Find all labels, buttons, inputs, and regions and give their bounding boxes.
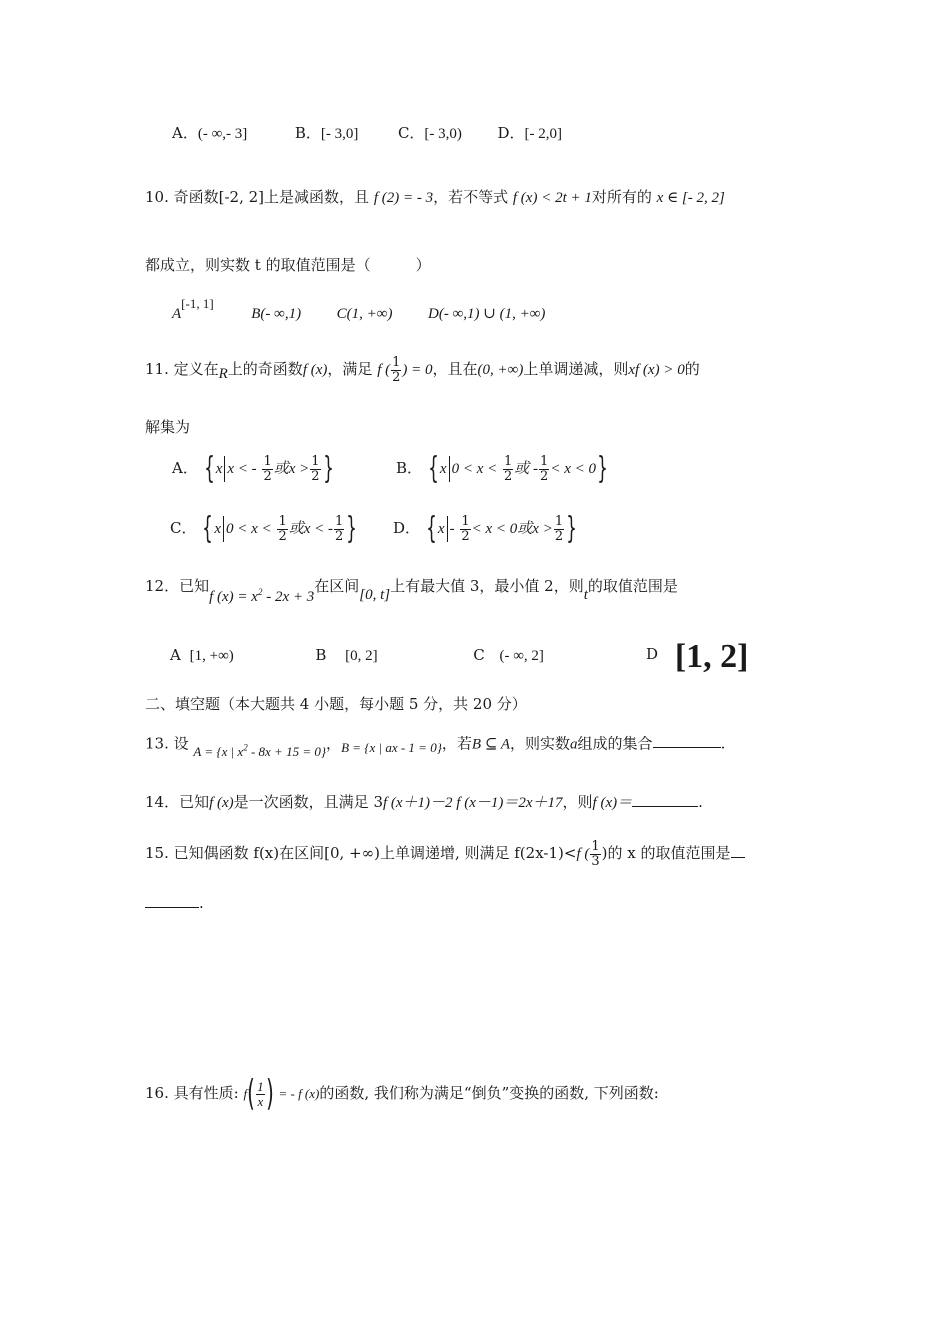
q11-option-b-or: 或 -: [514, 461, 539, 477]
q16-f: f: [243, 1086, 248, 1101]
q11-option-b-frac2: [539, 455, 549, 483]
q10-stem-line2: 都成立，则实数 t 的取值范围是（ ）: [145, 256, 431, 274]
section-2-title: 二、填空题（本大题共 4 小题，每小题 5 分，共 20 分）: [145, 695, 527, 713]
q15-text-1: 15. 已知偶函数 f(x)在区间[0, +∞)上单调递增, 则满足 f(2x-1)<: [145, 844, 577, 863]
q12-option-c-label: C: [473, 646, 485, 664]
q11-option-d-label: D．: [393, 519, 421, 537]
q9-option-a-value: (- ∞,- 3]: [197, 126, 248, 142]
q16-lparen: (: [247, 1073, 255, 1114]
q11-option-b: [396, 451, 609, 486]
q11-text-5: 上单调递减，则: [523, 360, 629, 379]
q13-text-1: 13. 设: [145, 734, 189, 753]
q13-set-a-post: - 8x + 15 = 0}: [247, 744, 327, 760]
q13-subset: B ⊆ A: [471, 736, 511, 753]
q12-function-post: - 2x + 3: [262, 589, 315, 605]
q14-text-3: ，则: [562, 793, 593, 811]
q11-option-a-frac2: [310, 455, 320, 483]
q12-option-d: [646, 640, 748, 674]
q11-option-d-mid: -: [449, 521, 455, 537]
q11-option-a-frac2-num: 1: [311, 453, 320, 469]
q15-stem-line2: [145, 896, 204, 911]
q12-option-a-value: [1, +∞): [189, 648, 234, 664]
q14-stem: [145, 795, 703, 811]
q15-end: .: [199, 894, 204, 912]
q13-text-3: ，则实数: [510, 734, 571, 753]
q11-option-d-frac1-den: 2: [461, 528, 470, 544]
q11-option-d-frac1-num: 1: [461, 513, 470, 529]
q15-fraction-num: 1: [591, 839, 600, 854]
q10-inequality: f (x) < 2t + 1: [512, 190, 592, 206]
q14-text-2: 是一次函数，且满足 3: [233, 793, 383, 811]
q11-option-d-frac2: [554, 515, 564, 543]
q11-option-a: [172, 451, 335, 486]
q11-text-1: 11. 定义在: [145, 360, 219, 379]
q10-text-3: 对所有的: [591, 188, 652, 206]
q13-stem: [145, 734, 726, 760]
q11-option-c-lbrace: {: [202, 511, 214, 546]
q11-option-a-label: A．: [172, 459, 198, 477]
q9-option-a-label: A．: [172, 124, 198, 142]
q11-option-c-frac2-num: 1: [335, 513, 344, 529]
q16-rparen: ): [265, 1073, 274, 1114]
q12-option-d-value: [1, 2]: [674, 638, 749, 675]
q11-text-6: 的: [684, 360, 700, 379]
q13-set-b: B = {x | ax - 1 = 0}: [341, 740, 442, 756]
q12-function-exp: 2: [257, 587, 263, 597]
q14-fx-answer: f (x)＝: [592, 795, 633, 811]
q12-interval: [0, t]: [359, 587, 391, 603]
q11-option-b-frac1-den: 2: [504, 468, 513, 484]
q11-option-b-frac1-num: 1: [504, 453, 513, 469]
q11-option-c-rbrace: }: [346, 511, 358, 546]
q12-text-2: 在区间: [314, 577, 360, 595]
q10-stem: [145, 190, 725, 206]
q9-option-c-label: C．: [397, 124, 425, 142]
q11-interval: (0, +∞): [477, 362, 524, 379]
q11-option-c-frac1-den: 2: [278, 528, 287, 544]
q11-option-d-frac2-den: 2: [554, 528, 564, 544]
q12-text-3: 上有最大值 3，最小值 2，则: [390, 577, 584, 595]
q11-option-a-rbrace: }: [322, 451, 334, 486]
q13-set-a-pre: A = {x | x: [193, 744, 244, 760]
q15-f-pre: f (: [576, 846, 590, 863]
q12-stem: [145, 577, 678, 605]
q11-text-4: ，且在: [432, 360, 478, 379]
q11-option-b-lbrace: {: [428, 451, 439, 486]
q11-inequality: xf (x) > 0: [628, 362, 685, 379]
q11-option-c: [170, 511, 358, 546]
q11-option-c-label: C．: [170, 519, 197, 537]
q11-option-b-rbrace: }: [597, 451, 608, 486]
q11-option-d-lbrace: {: [426, 511, 437, 546]
q11-option-b-mid: 0 < x <: [451, 461, 498, 477]
q13-set-a-exp: 2: [243, 743, 248, 753]
q11-fraction-den: 2: [392, 369, 401, 385]
q11-text-2: 上的奇函数: [227, 360, 303, 379]
q12-option-d-label: D: [646, 645, 659, 663]
q15-answer-blank-2: [145, 907, 199, 908]
q12-options: [170, 648, 544, 664]
q11-option-c-frac2: [334, 515, 344, 543]
q15-text-2: )的 x 的取值范围是: [601, 844, 731, 863]
q11-fraction-num: 1: [392, 355, 401, 370]
q11-option-b-var: x: [439, 461, 447, 477]
q11-option-c-frac1-num: 1: [278, 513, 287, 529]
q11-option-d-or: < x < 0或x >: [471, 521, 553, 537]
q12-function: [209, 589, 314, 605]
q9-option-c-value: [- 3,0): [424, 126, 462, 142]
q11-option-b-bar: [449, 456, 450, 482]
q11-option-d-frac1: [460, 515, 470, 543]
q15-fraction-third: [590, 840, 600, 868]
q11-option-b-end: < x < 0: [550, 461, 596, 477]
q14-answer-blank: [632, 806, 698, 807]
q12-function-pre: f (x) = x: [209, 589, 258, 605]
q13-end: .: [720, 734, 726, 753]
q11-text-3: ，满足: [327, 360, 373, 379]
q12-option-b-value: [0, 2]: [345, 648, 378, 664]
q11-option-c-var: x: [214, 521, 222, 537]
q9-option-b-label: B．: [294, 124, 321, 142]
q10-condition: f (2) = - 3: [373, 190, 434, 206]
q11-option-a-frac1-num: 1: [263, 453, 272, 469]
q10-text-1: 10. 奇函数[-2, 2]上是减函数，且: [145, 188, 370, 206]
q11-option-c-mid: 0 < x <: [226, 521, 272, 537]
q11-option-a-lbrace: {: [203, 451, 215, 486]
q11-fx: f (x): [302, 362, 328, 379]
q13-param-a: a: [570, 736, 578, 753]
q9-option-b-value: [- 3,0]: [320, 126, 359, 142]
q11-option-c-or: 或x < -: [288, 521, 334, 537]
q16-text-1: 16. 具有性质:: [145, 1084, 239, 1102]
q11-option-a-mid: x < -: [227, 461, 257, 477]
q11-option-a-frac2-den: 2: [311, 468, 320, 484]
q15-stem: [145, 840, 745, 868]
q10-options: [172, 296, 546, 322]
q16-fraction: [256, 1080, 265, 1108]
q16-fraction-den: x: [257, 1093, 264, 1109]
q11-option-b-frac1: [503, 455, 513, 483]
q11-f-post: ) = 0: [402, 362, 433, 379]
q11-option-c-frac2-den: 2: [335, 528, 344, 544]
q11-option-b-frac2-num: 1: [540, 453, 549, 469]
q14-text-1: 14．已知: [145, 793, 210, 811]
q11-option-a-frac1: [262, 455, 272, 483]
q11-option-b-label: B．: [396, 459, 423, 477]
q11-option-d-rbrace: }: [566, 511, 577, 546]
q11-option-d-var: x: [437, 521, 445, 537]
q11-option-a-or: 或x >: [273, 461, 310, 477]
q10-option-a-label: A: [172, 306, 182, 322]
q16-rhs: = - f (x): [278, 1086, 320, 1101]
q12-text-1: 12．已知: [145, 577, 210, 595]
q10-option-b: B(- ∞,1): [251, 306, 302, 322]
q12-t: t: [583, 587, 588, 603]
q16-fraction-num: 1: [257, 1078, 264, 1094]
q9-options: [172, 126, 562, 142]
q9-option-d-value: [- 2,0]: [524, 126, 563, 142]
q11-option-a-bar: [224, 456, 225, 482]
q13-set-a: [193, 744, 326, 759]
q13-comma: ，: [326, 734, 342, 753]
q12-option-a-label: A: [170, 646, 181, 664]
q10-text-2: ，若不等式: [433, 188, 509, 206]
q11-stem: [145, 356, 700, 384]
q16-text-2: 的函数, 我们称为满足“倒负”变换的函数, 下列函数:: [319, 1084, 659, 1102]
q10-option-d: D(- ∞,1) ∪ (1, +∞): [428, 306, 546, 322]
q14-fx: f (x): [209, 795, 234, 811]
q14-equation: f (x＋1)－2 f (x－1)＝2x＋17: [382, 795, 563, 811]
q12-option-b-label: B: [315, 646, 327, 664]
q10-option-a-value: [-1, 1]: [181, 296, 214, 311]
q11-option-c-bar: [223, 516, 224, 542]
q11-stem-line2: 解集为: [145, 418, 191, 436]
q13-answer-blank: [653, 747, 721, 748]
q10-range: x ∈ [- 2, 2]: [656, 190, 725, 206]
q13-text-2: ，若: [441, 734, 472, 753]
q11-option-d-bar: [447, 516, 448, 542]
q11-option-a-frac1-den: 2: [263, 468, 272, 484]
q12-text-4: 的取值范围是: [587, 577, 678, 595]
q12-option-c-value: (- ∞, 2]: [499, 648, 544, 664]
q15-fraction-den: 3: [591, 853, 600, 869]
q10-option-c: C(1, +∞): [336, 306, 393, 322]
q11-fraction-half: [391, 356, 401, 384]
q11-option-c-frac1: [277, 515, 287, 543]
q14-end: .: [698, 793, 703, 811]
q15-answer-blank-1: [731, 857, 745, 858]
q11-option-d-frac2-num: 1: [554, 513, 564, 529]
q11-f-pre: f (: [377, 362, 391, 379]
q11-option-d: [393, 511, 578, 546]
q11-option-b-frac2-den: 2: [540, 468, 549, 484]
q9-option-d-label: D．: [497, 124, 525, 142]
q11-real-set: R: [218, 366, 228, 383]
q16-stem: [145, 1073, 659, 1114]
q13-text-4: 组成的集合: [577, 734, 653, 753]
q11-option-a-var: x: [215, 461, 223, 477]
